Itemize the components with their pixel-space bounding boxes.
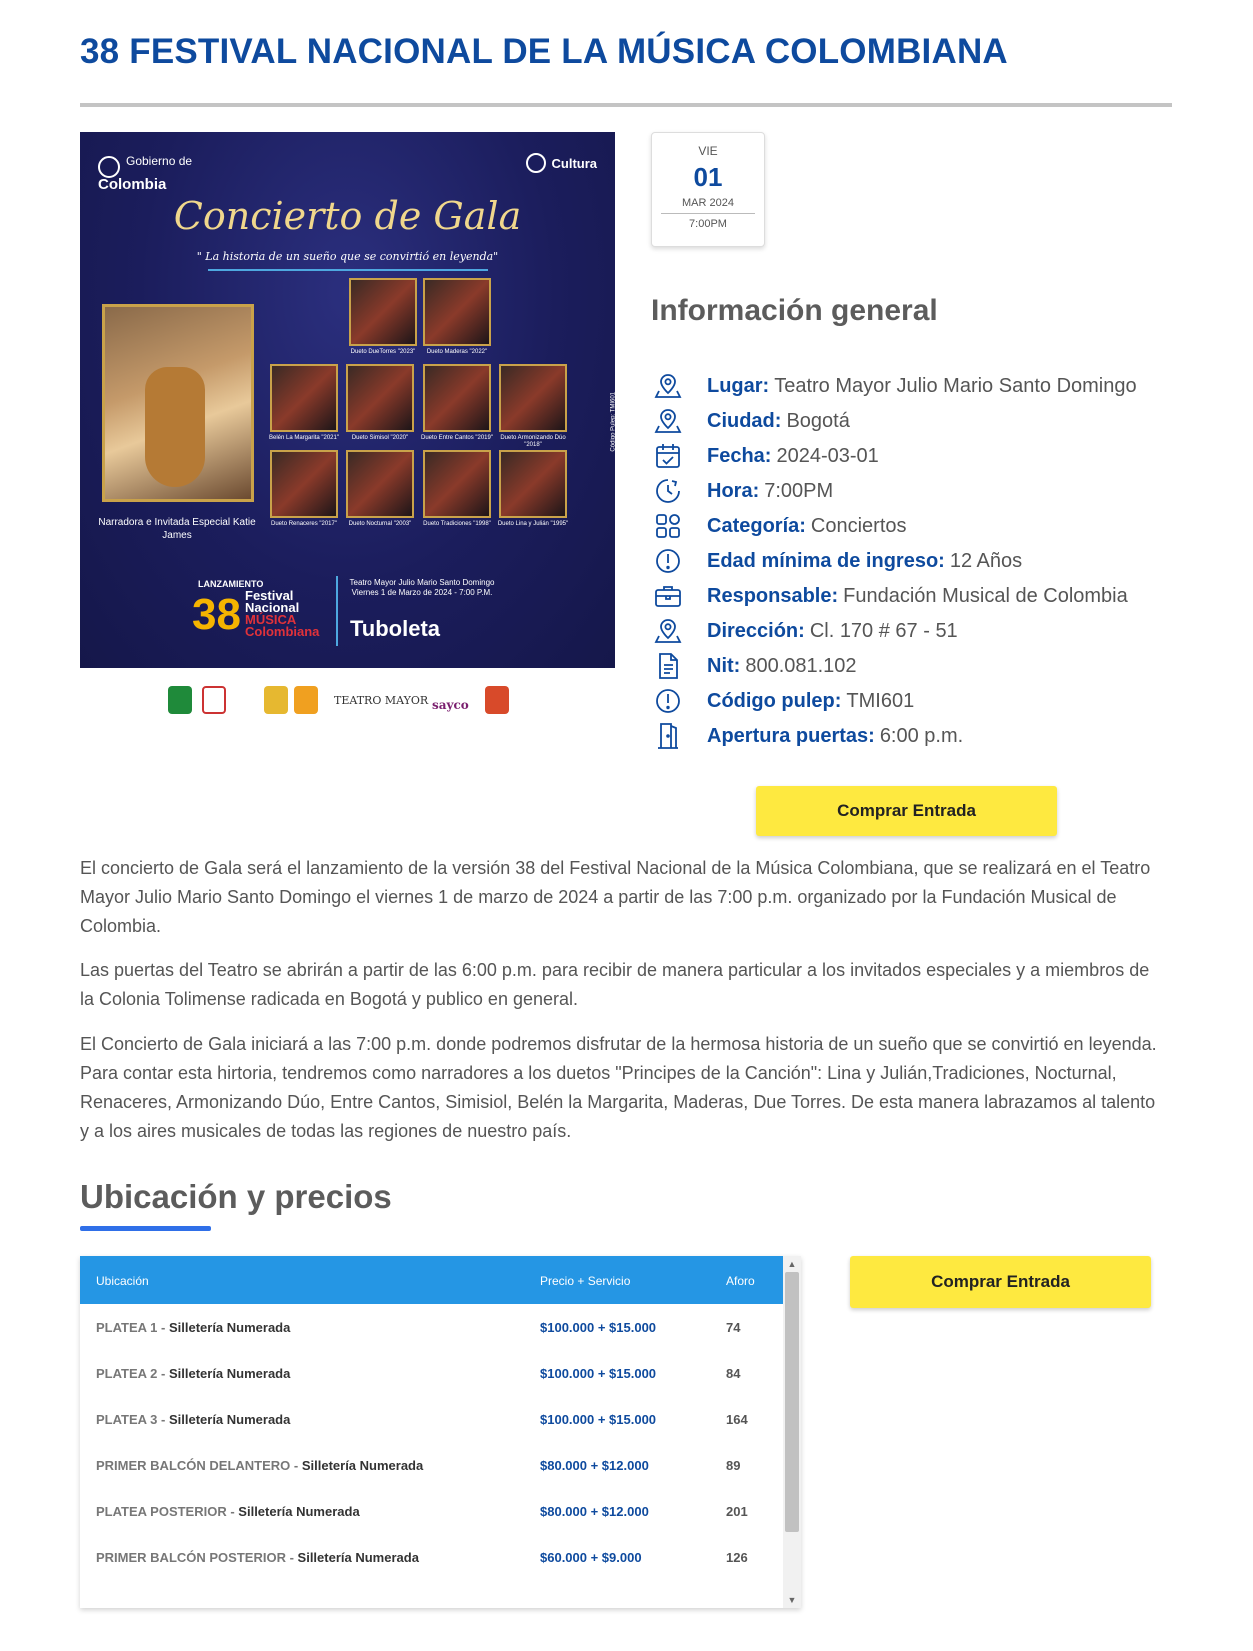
info-value: Bogotá (786, 409, 850, 432)
poster-government-logo (98, 154, 192, 192)
info-row (653, 441, 879, 471)
poster-venue-text: Teatro Mayor Julio Mario Santo Domingo Viernes 1 de Marzo de 2024 - 7:00 P.M. (349, 578, 495, 597)
duet-photo (270, 450, 338, 518)
row-capacity: 126 (726, 1550, 748, 1565)
duet-caption: Dueto Armonizando Dúo "2018" (500, 435, 566, 448)
table-row[interactable] (80, 1534, 783, 1582)
date-weekday: VIE (698, 144, 718, 158)
duet-caption: Dueto DueTorres "2023" (350, 349, 416, 355)
location-pin-icon (653, 406, 683, 436)
poster-cultura-logo (526, 156, 598, 173)
sponsor-logo (485, 686, 509, 714)
info-value: 800.081.102 (745, 654, 857, 677)
description-paragraph: Las puertas del Teatro se abrirán a partir de las 6:00 p.m. para recibir de manera particular a los invitados especiales y a miembros de la Colonia Tolimense radicada en Bogotá y publico en general. (80, 960, 1150, 1009)
duet-photo (346, 450, 414, 518)
row-capacity: 89 (726, 1458, 741, 1473)
poster-gov-line2: Colombia (98, 176, 167, 193)
poster-feature-caption: Narradora e Invitada Especial Katie James (98, 517, 256, 541)
buy-ticket-button-secondary[interactable]: Comprar Entrada (850, 1256, 1151, 1308)
scroll-up-icon[interactable]: ▲ (787, 1259, 797, 1269)
alert-circle-icon (653, 686, 683, 716)
document-icon (653, 651, 683, 681)
poster-fest-line4: Colombiana (245, 624, 320, 639)
row-location (96, 1320, 290, 1335)
table-scrollbar[interactable] (783, 1256, 801, 1608)
table-row[interactable] (80, 1488, 783, 1536)
poster-headline: Concierto de Gala (173, 194, 522, 238)
location-separator: - (285, 1550, 298, 1565)
government-seal-icon (98, 156, 120, 178)
clock-icon (653, 476, 683, 506)
sponsor-logo (202, 686, 226, 714)
info-row (653, 371, 1137, 401)
poster-tagline: " La historia de un sueño que se convirtió en leyenda" (196, 250, 499, 263)
row-location (96, 1550, 419, 1565)
row-capacity: 84 (726, 1366, 741, 1381)
location-seating-type: Silletería Numerada (238, 1504, 360, 1519)
poster-ticketing-logo: Tuboleta (350, 616, 441, 641)
description-paragraph: El concierto de Gala será el lanzamiento de la versión 38 del Festival Nacional de la Música Colombiana, que se realizará en el Teatro Mayor Julio Mario Santo Domingo el viernes 1 de marzo de 2024 a partir de las 7:00 p.m. organizado por la Fundación Musical de Colombia. (80, 858, 1151, 936)
info-value: Conciertos (810, 514, 907, 537)
location-name: PRIMER BALCÓN DELANTERO (96, 1458, 291, 1473)
duet-caption: Dueto Simisol "2020" (351, 435, 409, 441)
duet-photo (423, 278, 491, 346)
location-seating-type: Silletería Numerada (168, 1320, 291, 1335)
location-name: PRIMER BALCÓN POSTERIOR (96, 1550, 286, 1565)
location-name: PLATEA 3 (96, 1412, 158, 1427)
info-value: TMI601 (846, 689, 915, 712)
alert-circle-icon (653, 546, 683, 576)
duet-photo (423, 364, 491, 432)
info-label: Categoría: (707, 514, 806, 537)
poster-cultura-text: Cultura (551, 156, 597, 171)
row-price: $100.000 + $15.000 (540, 1412, 657, 1427)
location-seating-type: Silletería Numerada (168, 1412, 291, 1427)
column-header-price: Precio + Servicio (540, 1274, 631, 1288)
table-row[interactable] (80, 1442, 783, 1490)
info-row (653, 511, 907, 541)
page-title: 38 FESTIVAL NACIONAL DE LA MÚSICA COLOMBIANA (80, 32, 1008, 71)
scrollbar-thumb[interactable] (785, 1272, 799, 1532)
buy-ticket-button[interactable]: Comprar Entrada (756, 786, 1057, 836)
poster-launch-label: LANZAMIENTO (198, 579, 264, 589)
date-day: 01 (693, 162, 723, 192)
table-row[interactable] (80, 1304, 783, 1352)
info-value: 2024-03-01 (776, 444, 879, 467)
row-capacity: 74 (726, 1320, 741, 1335)
sponsor-logo (168, 686, 192, 714)
column-header-location: Ubicación (96, 1274, 149, 1288)
scroll-down-icon[interactable]: ▼ (787, 1595, 797, 1605)
location-name: PLATEA 1 (96, 1320, 158, 1335)
row-capacity: 164 (726, 1412, 748, 1427)
info-label: Fecha: (707, 444, 772, 467)
location-pin-icon (653, 616, 683, 646)
guitar-shape (145, 367, 205, 487)
info-label: Dirección: (707, 619, 805, 642)
date-time: 7:00PM (689, 218, 727, 230)
info-label: Código pulep: (707, 689, 842, 712)
poster-gov-line1: Gobierno de (126, 154, 193, 168)
pricing-title: Ubicación y precios (80, 1178, 392, 1215)
location-name: PLATEA 2 (96, 1366, 158, 1381)
row-price: $60.000 + $9.000 (540, 1550, 642, 1565)
pricing-table-header (80, 1256, 783, 1304)
row-price: $80.000 + $12.000 (540, 1458, 649, 1473)
info-title: Información general (651, 294, 938, 327)
poster-fest-line3: MÚSICA (245, 612, 297, 627)
info-value: 6:00 p.m. (879, 724, 964, 747)
row-location (96, 1412, 290, 1427)
info-label: Apertura puertas: (707, 724, 875, 747)
location-pin-icon (653, 371, 683, 401)
duet-photo (423, 450, 491, 518)
duet-caption: Dueto Lina y Julián "1995" (497, 521, 569, 527)
poster-festival-name (245, 590, 319, 638)
sponsor-teatro-mayor: TEATRO MAYOR (334, 694, 429, 707)
location-seating-type: Silletería Numerada (301, 1458, 424, 1473)
category-grid-icon (653, 511, 683, 541)
location-separator: - (226, 1504, 239, 1519)
sponsor-logo (264, 686, 288, 714)
poster-pulep-code: Código Pulep: TMI601 (611, 392, 617, 452)
column-header-capacity: Aforo (726, 1274, 755, 1288)
title-divider (80, 103, 1172, 107)
duet-photo (270, 364, 338, 432)
info-label: Nit: (707, 654, 741, 677)
sponsor-logo (294, 686, 318, 714)
info-value: 12 Años (949, 549, 1023, 572)
event-date-card (651, 132, 765, 247)
info-row (653, 406, 850, 436)
calendar-check-icon (653, 441, 683, 471)
location-seating-type: Silletería Numerada (297, 1550, 419, 1565)
poster-festival-number: 38 (192, 590, 241, 639)
info-row (653, 651, 857, 681)
sponsor-sayco: sayco (432, 698, 469, 712)
info-row (653, 616, 958, 646)
duet-caption: Dueto Entre Cantos "2019" (421, 435, 493, 441)
info-value: Cl. 170 # 67 - 51 (809, 619, 958, 642)
duet-caption: Dueto Renaceres "2017" (271, 521, 337, 527)
info-row (653, 476, 833, 506)
info-value: 7:00PM (764, 479, 834, 502)
info-value: Fundación Musical de Colombia (843, 584, 1128, 607)
info-label: Ciudad: (707, 409, 782, 432)
door-icon (653, 721, 683, 751)
pricing-title-underline (80, 1226, 211, 1231)
location-seating-type: Silletería Numerada (168, 1366, 291, 1381)
location-name: PLATEA POSTERIOR (96, 1504, 227, 1519)
briefcase-icon (653, 581, 683, 611)
description-paragraph: El Concierto de Gala iniciará a las 7:00 p.m. donde podremos disfrutar de la hermosa historia de un sueño que se convirtió en leyenda. Para contar esta hirtoria, tendremos como narradores a los duetos "Principes de la Canción": Lina y Julián,Tradiciones, Nocturnal, Renaceres, Armonizando Dúo, Entre Cantos, Simisiol, Belén la Margarita, Maderas, Due Torres. De esta manera labrazamos al talento y a los aires musicales de todas las regiones de nuestro país. (80, 1034, 1157, 1141)
row-price: $100.000 + $15.000 (540, 1320, 657, 1335)
duet-caption: Dueto Nocturnal "2003" (348, 521, 412, 527)
poster-fest-line1: Festival (245, 588, 294, 603)
row-price: $100.000 + $15.000 (540, 1366, 657, 1381)
row-capacity: 201 (726, 1504, 748, 1519)
pricing-table[interactable] (80, 1256, 801, 1608)
duet-photo (346, 364, 414, 432)
location-separator: - (157, 1320, 169, 1335)
table-row[interactable] (80, 1396, 783, 1444)
duet-caption: Dueto Maderas "2022" (426, 349, 488, 355)
row-location (96, 1458, 423, 1473)
info-row (653, 686, 914, 716)
info-label: Responsable: (707, 584, 839, 607)
row-price: $80.000 + $12.000 (540, 1504, 649, 1519)
duet-caption: Dueto Tradiciones "1998" (423, 521, 491, 527)
location-separator: - (290, 1458, 302, 1473)
info-value: Teatro Mayor Julio Mario Santo Domingo (774, 374, 1137, 397)
info-label: Hora: (707, 479, 760, 502)
info-label: Edad mínima de ingreso: (707, 549, 945, 572)
duet-photo (499, 450, 567, 518)
poster-divider (336, 576, 338, 646)
info-row (653, 721, 963, 751)
poster-sponsor-strip (80, 680, 615, 720)
cultura-seal-icon (526, 153, 546, 173)
duet-caption: Belén La Margarita "2021" (269, 435, 339, 441)
table-row[interactable] (80, 1350, 783, 1398)
duet-photo (349, 278, 417, 346)
poster-fest-line2: Nacional (245, 600, 300, 615)
duet-photo (499, 364, 567, 432)
info-row (653, 581, 1128, 611)
date-month-year: MAR 2024 (682, 197, 734, 209)
poster-tagline-underline (208, 269, 488, 271)
event-poster-image (80, 132, 615, 732)
info-label: Lugar: (707, 374, 770, 397)
date-divider (661, 213, 755, 214)
poster-main-panel (80, 132, 615, 668)
location-separator: - (157, 1366, 169, 1381)
info-row (653, 546, 1022, 576)
poster-feature-photo (102, 304, 254, 502)
row-location (96, 1366, 290, 1381)
row-location (96, 1504, 360, 1519)
location-separator: - (157, 1412, 169, 1427)
